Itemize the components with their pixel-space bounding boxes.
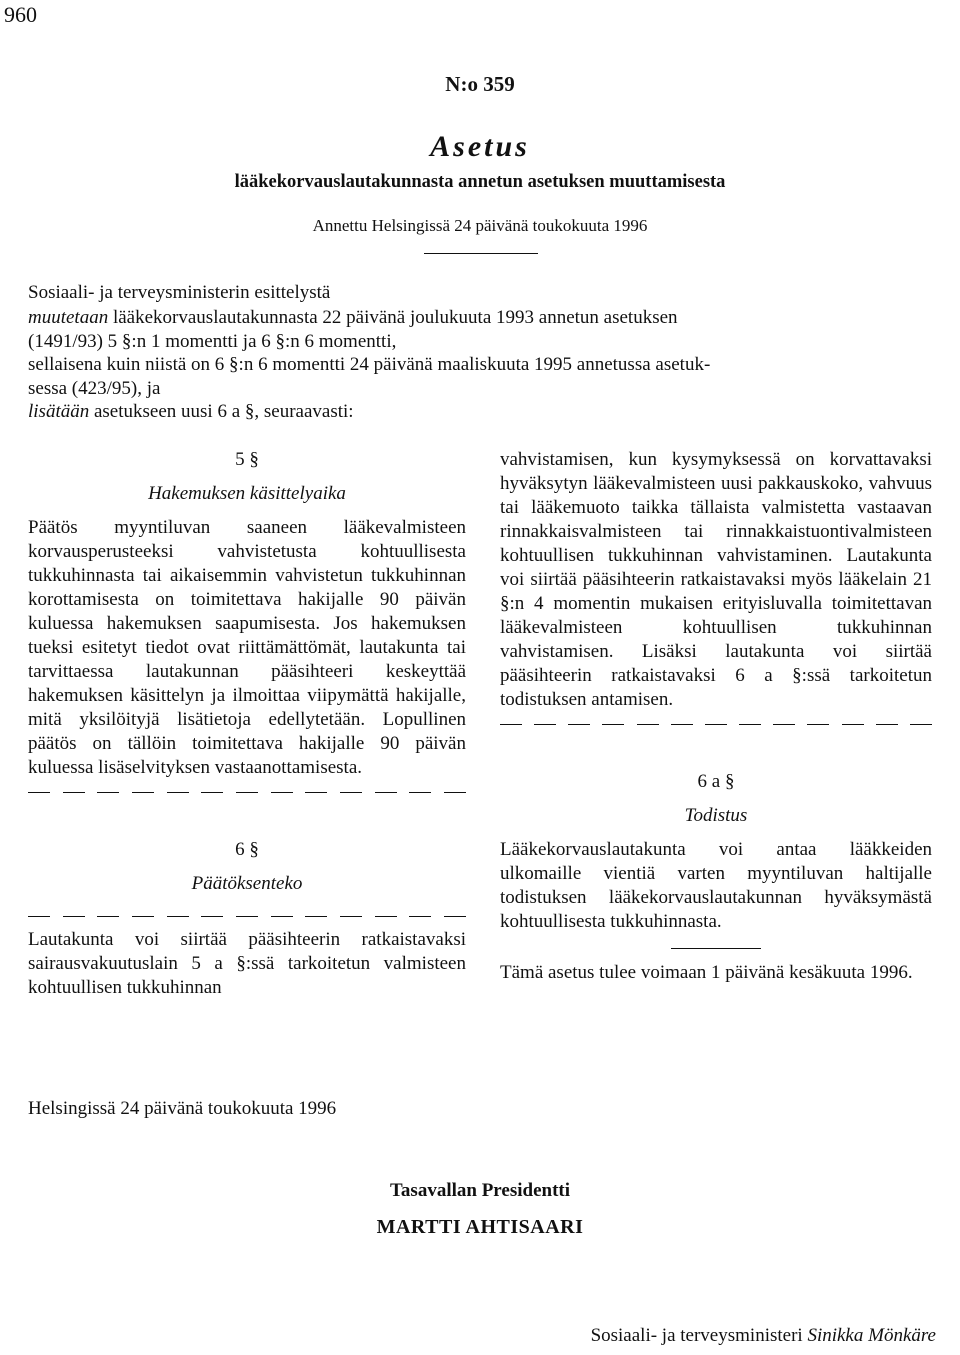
presenter-line: Sosiaali- ja terveysministerin esittelystä: [28, 282, 331, 303]
intro-text-3: sellaisena kuin niistä on 6 §:n 6 momentti 24 päivänä maaliskuuta 1995 annetussa asetuk-: [28, 354, 711, 376]
intro-line-3: [28, 353, 932, 377]
section-5-number: 5 §: [235, 449, 259, 470]
header-rule: [424, 253, 538, 254]
intro-paragraph: [28, 306, 932, 424]
statute-number: N:o 359: [445, 72, 515, 96]
minister-signature: [591, 1325, 936, 1347]
document-subtitle: lääkekorvauslautakunnasta annetun asetuksen muuttamisesta: [234, 172, 726, 192]
issue-date: Annettu Helsingissä 24 päivänä toukokuuta 1996: [312, 216, 648, 235]
omission-dashes: [500, 712, 932, 736]
section-5-heading: Hakemuksen käsittelyaika: [148, 483, 346, 504]
omission-dashes: [28, 780, 466, 804]
left-column: [28, 448, 466, 1000]
intro-line-1: [28, 306, 932, 330]
intro-text-4: sessa (423/95), ja: [28, 377, 161, 399]
section-6a-text: Lääkekorvauslautakunta voi antaa lääkkeiden ulkomaille vientiä varten myyntiluvan haltijalle todistuksen lääkekorvauslautakunnan hyväksymästä kohtuullisesta tukkuhinnasta.: [500, 839, 932, 932]
intro-text-5: asetukseen uusi 6 a §, seuraavasti:: [89, 401, 354, 423]
entry-into-force: Tämä asetus tulee voimaan 1 päivänä kesäkuuta 1996.: [500, 962, 913, 983]
page-number: 960: [4, 2, 37, 27]
section-6a-number: 6 a §: [697, 771, 735, 792]
section-6-text-end: vahvistamisen, kun kysymyksessä on korvattavaksi hyväksytyn lääkevalmisteen uusi pakkauskoko, vahvuus tai lääkemuoto taikka tällaista valmistetta vastaavan rinnakkaisvalmisteen tai rinnakkaistuontivalmisteen kohtuullisen tukkuhinnan vahvistaminen. Lautakunta voi siirtää pääsihteerin ratkaistavaksi myös lääkelain 21 §:n 4 momentin mukaisen erityisluvalla toimitettavan lääkevalmisteen kohtuullisen tukkuhinnan vahvistamisen. Lisäksi lautakunta voi siirtää pääsihteerin ratkaistavaksi 6 a §:ssä tarkoitetun todistuksen antamisen.: [500, 449, 932, 710]
keyword-amended: muutetaan: [28, 307, 109, 328]
intro-line-5: [28, 400, 932, 424]
entry-rule: [671, 948, 761, 949]
section-6-text-start: Lautakunta voi siirtää pääsihteerin ratkaistavaksi sairausvakuutuslain 5 a §:ssä tarkoitetun valmisteen kohtuullisen tukkuhinnan: [28, 929, 466, 998]
right-column: [500, 448, 932, 985]
president-name: MARTTI AHTISAARI: [376, 1216, 584, 1238]
section-6-number: 6 §: [235, 839, 259, 860]
intro-text-2: (1491/93) 5 §:n 1 momentti ja 6 §:n 6 momentti,: [28, 330, 397, 352]
section-5-text: Päätös myyntiluvan saaneen lääkevalmisteen korvausperusteeksi vahvistetusta kohtuullisesta tukkuhinnasta tai aikaisemmin vahvistetun tukkuhinnan korottamisesta on toimitettava hakijalle 90 päivän kuluessa hakemuksen saapumisesta. Jos hakemuksen tueksi esitetyt tiedot ovat riittämättömät, lautakunta tai tarvittaessa lautakunnan pääsihteeri keskeyttää hakemuksen käsittelyn ja ilmoittaa viipymättä hakijalle, mitä yksilöityjä lisätietoja edellytetään. Lopullinen päätös on tällöin toimitettava hakijalle 90 päivän kuluessa lisäselvityksen vastaanottamisesta.: [28, 517, 466, 778]
section-6a-heading: Todistus: [684, 805, 748, 826]
minister-role: Sosiaali- ja terveysministeri: [590, 1325, 803, 1346]
minister-name: Sinikka Mönkäre: [807, 1325, 936, 1346]
omission-dashes: [28, 904, 466, 928]
keyword-added: lisätään: [28, 401, 90, 423]
intro-text-1: lääkekorvauslautakunnasta 22 päivänä joulukuuta 1993 annetun asetuksen: [108, 307, 678, 328]
section-6-heading: Päätöksenteko: [191, 873, 303, 894]
intro-line-4: [28, 377, 932, 401]
president-title: Tasavallan Presidentti: [390, 1180, 570, 1201]
signing-place-date: Helsingissä 24 päivänä toukokuuta 1996: [28, 1098, 337, 1119]
document-title: Asetus: [430, 130, 530, 163]
intro-line-2: [28, 330, 932, 354]
